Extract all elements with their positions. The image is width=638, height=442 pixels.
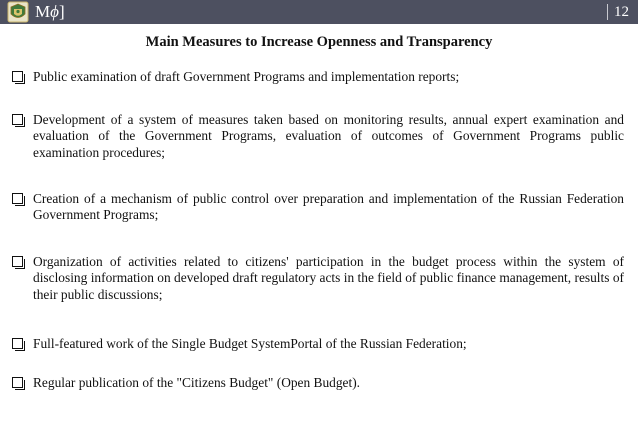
- list-item: Public examination of draft Government Programs and implementation reports;: [12, 69, 624, 85]
- checkbox-bullet-icon: [12, 114, 23, 125]
- ministry-emblem-icon: [7, 1, 29, 23]
- page-number: 12: [614, 4, 629, 20]
- header-bar: [0, 0, 638, 24]
- brand-logotype: Mϕ]: [35, 2, 65, 21]
- checkbox-bullet-icon: [12, 71, 23, 82]
- checkbox-bullet-icon: [12, 377, 23, 388]
- list-item: Development of a system of measures taken based on monitoring results, annual expert examination and evaluation of the Government Programs, evaluation of outcomes of Government Programs public examination procedures;: [12, 112, 624, 161]
- list-item: Organization of activities related to citizens' participation in the budget process within the system of disclosing information on developed draft regulatory acts in the field of public finance management, results of their public discussions;: [12, 254, 624, 303]
- checkbox-bullet-icon: [12, 256, 23, 267]
- page-divider: [607, 4, 608, 20]
- list-item: Regular publication of the "Citizens Budget" (Open Budget).: [12, 375, 624, 391]
- list-item: Creation of a mechanism of public control over preparation and implementation of the Russian Federation Government Programs;: [12, 191, 624, 224]
- slide-title: Main Measures to Increase Openness and Transparency: [145, 34, 493, 50]
- checkbox-bullet-icon: [12, 338, 23, 349]
- list-item: Full-featured work of the Single Budget SystemPortal of the Russian Federation;: [12, 336, 624, 352]
- checkbox-bullet-icon: [12, 193, 23, 204]
